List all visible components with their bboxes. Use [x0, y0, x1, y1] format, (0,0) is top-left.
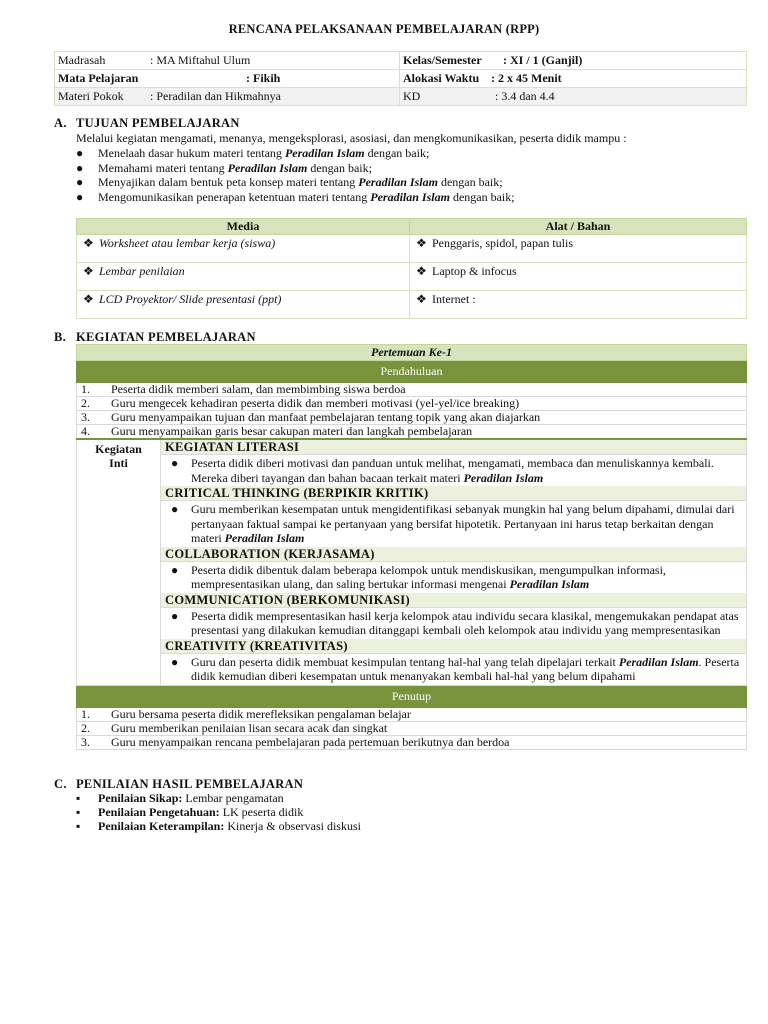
section-c-heading: [54, 777, 303, 792]
diamond-icon: ❖: [83, 292, 94, 306]
critical-item: ● Guru memberikan kesempatan untuk mengidentifikasi sebanyak mungkin hal yang belum dipahami, dimulai dari pertanyaan faktual sampai ke pertanyaan yang bersifat hipotetik. Pertanyaan ini harus tetap berkaitan dengan materi Peradilan Islam: [171, 502, 735, 545]
section-b-title: KEGIATAN PEMBELAJARAN: [76, 330, 256, 344]
table-row: 3. Guru menyampaikan rencana pembelajaran pada pertemuan berikutnya dan berdoa: [77, 735, 747, 749]
madrasah-label: Madrasah: [58, 53, 106, 67]
alat-cell: ❖ Internet :: [410, 291, 747, 319]
communication-heading: COMMUNICATION (BERKOMUNIKASI): [161, 593, 746, 608]
section-c-title: PENILAIAN HASIL PEMBELAJARAN: [76, 777, 304, 791]
alat-header: Alat / Bahan: [410, 219, 747, 235]
media-header: Media: [77, 219, 410, 235]
pendahuluan-label: Pendahuluan: [77, 361, 747, 383]
table-row: 1. Guru bersama peserta didik merefleksikan pengalaman belajar: [77, 707, 747, 721]
media-cell: ❖ LCD Proyektor/ Slide presentasi (ppt): [77, 291, 410, 319]
section-c-letter: C.: [54, 777, 67, 791]
critical-heading: CRITICAL THINKING (BERPIKIR KRITIK): [161, 486, 746, 501]
alokasi-label: Alokasi Waktu: [403, 71, 480, 85]
alat-cell: ❖ Laptop & infocus: [410, 263, 747, 291]
literasi-heading: KEGIATAN LITERASI: [161, 440, 746, 455]
diamond-icon: ❖: [83, 264, 94, 278]
objectives-list: [76, 146, 515, 204]
materi-value: : Peradilan dan Hikmahnya: [150, 89, 281, 103]
section-b-heading: [54, 330, 256, 345]
kegiatan-table: [76, 344, 747, 750]
penilaian-list: [76, 791, 361, 833]
mapel-label: Mata Pelajaran: [58, 71, 139, 85]
list-item: ● Memahami materi tentang Peradilan Islam dengan baik;: [76, 160, 372, 175]
kegiatan-inti-label: [77, 439, 161, 685]
kelas-value: : XI / 1 (Ganjil): [503, 53, 583, 67]
document-title: RENCANA PELAKSANAAN PEMBELAJARAN (RPP): [228, 22, 540, 36]
square-bullet-icon: ▪: [76, 791, 81, 805]
section-a-intro: Melalui kegiatan mengamati, menanya, mengeksplorasi, asosiasi, dan mengkomunikasikan, peserta didik mampu :: [76, 131, 627, 145]
media-cell: ❖ Lembar penilaian: [77, 263, 410, 291]
media-cell: ❖ Worksheet atau lembar kerja (siswa): [77, 235, 410, 263]
list-item: ● Menyajikan dalam bentuk peta konsep materi tentang Peradilan Islam dengan baik;: [76, 175, 503, 189]
diamond-icon: ❖: [416, 264, 427, 278]
mapel-value: : Fikih: [246, 71, 281, 85]
table-row: 2. Guru memberikan penilaian lisan secara acak dan singkat: [77, 721, 747, 735]
diamond-icon: ❖: [83, 236, 94, 250]
communication-item: ● Peserta didik mempresentasikan hasil kerja kelompok atau individu secara klasikal, mengemukakan pendapat atas presentasi yang dilakukan kemudian ditanggapi kembali oleh kelompok atau individu yang mempresentasikan: [171, 608, 739, 637]
materi-label: Materi Pokok: [58, 89, 124, 103]
list-item: ▪ Penilaian Pengetahuan: LK peserta didik: [76, 805, 304, 819]
section-a-title: TUJUAN PEMBELAJARAN: [76, 116, 240, 130]
list-item: ▪ Penilaian Sikap: Lembar pengamatan: [76, 791, 284, 805]
literasi-item: ● Peserta didik diberi motivasi dan panduan untuk melihat, mengamati, membaca dan menuliskannya kembali. Mereka diberi tayangan dan bahan bacaan terkait materi Peradilan Islam: [171, 456, 714, 485]
inti-label-line1: Kegiatan: [95, 442, 142, 456]
section-a-heading: [54, 116, 240, 131]
square-bullet-icon: ▪: [76, 819, 81, 833]
collaboration-item: ● Peserta didik dibentuk dalam beberapa kelompok untuk mendiskusikan, mengumpulkan informasi, mempresentasikan ulang, dan saling bertukar informasi mengenai Peradilan Islam: [171, 562, 666, 591]
diamond-icon: ❖: [416, 292, 427, 306]
table-row: 4. Guru menyampaikan garis besar cakupan materi dan langkah pembelajaran: [77, 425, 747, 440]
inti-label-line2: Inti: [109, 456, 128, 470]
square-bullet-icon: ▪: [76, 805, 81, 819]
alokasi-value: : 2 x 45 Menit: [491, 71, 562, 85]
list-item: ● Mengomunikasikan penerapan ketentuan materi tentang Peradilan Islam dengan baik;: [76, 189, 515, 204]
header-info-table: [54, 51, 747, 106]
table-row: 1. Peserta didik memberi salam, dan membimbing siswa berdoa: [77, 383, 747, 397]
creativity-heading: CREATIVITY (KREATIVITAS): [161, 639, 746, 654]
kegiatan-inti-content: [161, 439, 747, 685]
alat-cell: ❖ Penggaris, spidol, papan tulis: [410, 235, 747, 263]
kd-label: KD: [403, 89, 421, 103]
section-a-letter: A.: [54, 116, 67, 130]
list-item: ● Menelaah dasar hukum materi tentang Peradilan Islam dengan baik;: [76, 146, 430, 160]
list-item: ▪ Penilaian Keterampilan: Kinerja & observasi diskusi: [76, 819, 361, 833]
penutup-label: Penutup: [77, 685, 747, 707]
table-row: 2. Guru mengecek kehadiran peserta didik dan memberi motivasi (yel-yel/ice breaking): [77, 397, 747, 411]
creativity-item: ● Guru dan peserta didik membuat kesimpulan tentang hal-hal yang telah dipelajari terkait Peradilan Islam. Peserta didik kemudian diberi kesempatan untuk menanyakan kembali hal-hal yang belum dipahami: [171, 654, 740, 683]
kd-value: : 3.4 dan 4.4: [495, 89, 555, 103]
pertemuan-label: Pertemuan Ke-1: [77, 345, 747, 361]
madrasah-value: : MA Miftahul Ulum: [150, 53, 251, 67]
kelas-label: Kelas/Semester: [403, 53, 482, 67]
diamond-icon: ❖: [416, 236, 427, 250]
section-b-letter: B.: [54, 330, 67, 344]
table-row: 3. Guru menyampaikan tujuan dan manfaat pembelajaran tentang topik yang akan diajarkan: [77, 411, 747, 425]
collaboration-heading: COLLABORATION (KERJASAMA): [161, 547, 746, 562]
media-table: [76, 218, 747, 319]
